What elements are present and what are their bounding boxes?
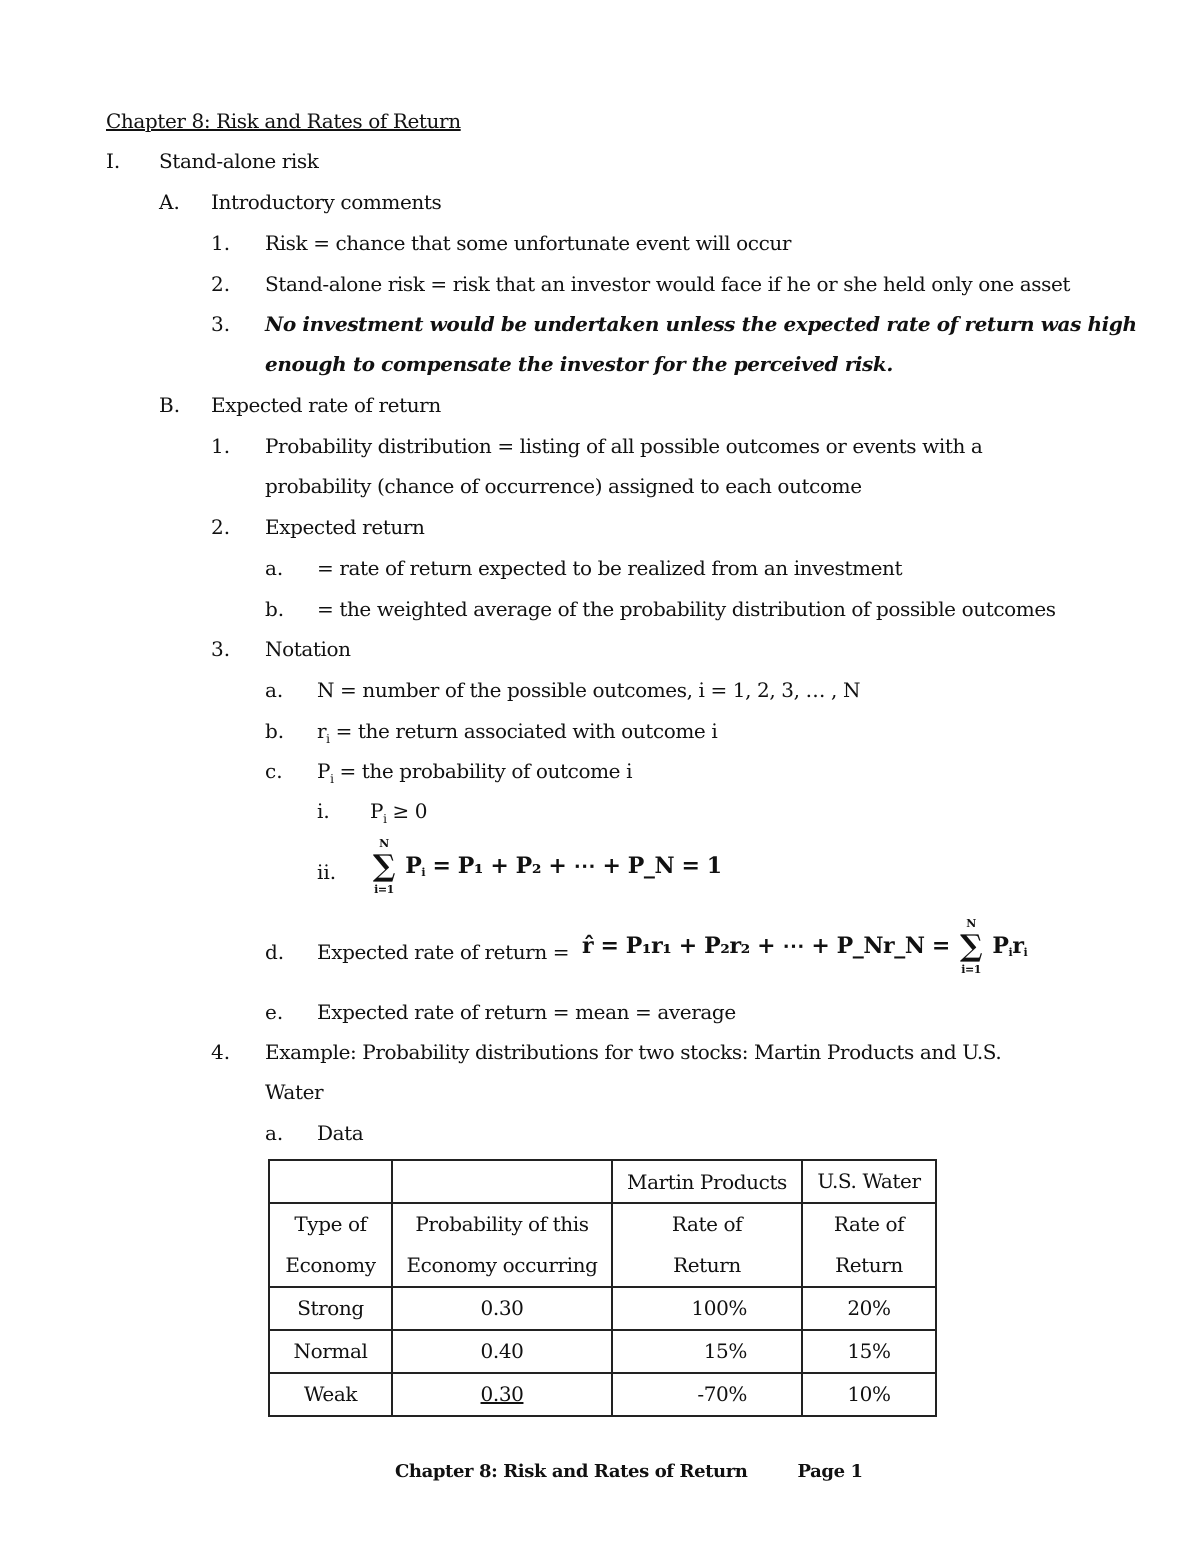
outline-marker: A. xyxy=(159,190,180,214)
symbol: P xyxy=(370,799,384,823)
outline-item: Notation xyxy=(265,637,351,661)
emphasis-text: No investment would be undertaken unless the expected rate of return was high xyxy=(265,312,1137,336)
table-row xyxy=(269,1330,936,1373)
table-cell: 100% xyxy=(612,1287,802,1330)
outline-item: probability (chance of occurrence) assigned to each outcome xyxy=(265,474,862,498)
table-header-row xyxy=(269,1160,936,1203)
outline-marker: 3. xyxy=(211,637,231,661)
outline-item: Probability distribution = listing of all possible outcomes or events with a xyxy=(265,434,983,458)
subscript: i xyxy=(330,772,334,786)
page-footer xyxy=(395,1460,863,1484)
outline-marker: a. xyxy=(265,556,284,580)
subscript: i xyxy=(326,732,330,746)
outline-item xyxy=(317,719,717,751)
table-cell: Rate of Return xyxy=(802,1203,936,1287)
subsection-heading: Introductory comments xyxy=(211,190,442,214)
outline-item: N = number of the possible outcomes, i = 1, 2, 3, … , N xyxy=(317,678,861,702)
outline-marker: e. xyxy=(265,1000,284,1024)
table-cell: 0.30 xyxy=(392,1287,612,1330)
table-cell: Type of Economy xyxy=(269,1203,392,1287)
outline-item xyxy=(317,759,632,791)
table-cell: 20% xyxy=(802,1287,936,1330)
subsection-heading: Expected rate of return xyxy=(211,393,441,417)
outline-marker: 1. xyxy=(211,434,231,458)
outline-marker: B. xyxy=(159,393,181,417)
page-title: Chapter 8: Risk and Rates of Return xyxy=(106,109,461,133)
outline-item: = rate of return expected to be realized from an investment xyxy=(317,556,903,580)
page-number: Page 1 xyxy=(797,1461,863,1482)
outline-marker: a. xyxy=(265,678,284,702)
probability-sum-formula: N ∑ i=1 $P_i = P_1 + P_2$ + ⋯ + P_N = 1 xyxy=(370,852,722,885)
outline-marker: a. xyxy=(265,1121,284,1145)
outline-item: Stand-alone risk = risk that an investor would face if he or she held only one asset xyxy=(265,272,1071,296)
definition: = the probability of outcome i xyxy=(333,759,633,783)
formula-rhs: = P₁ + P₂ + ⋯ + P_N = 1 xyxy=(432,853,722,879)
probability-distribution-table xyxy=(268,1159,937,1417)
table-cell: Martin Products xyxy=(612,1160,802,1203)
symbol: r xyxy=(317,719,327,743)
outline-item: Water xyxy=(265,1080,324,1104)
table-cell: 15% xyxy=(612,1330,802,1373)
definition: = the return associated with outcome i xyxy=(329,719,718,743)
table-cell: U.S. Water xyxy=(802,1160,936,1203)
table-cell: -70% xyxy=(612,1373,802,1416)
section-heading: Stand-alone risk xyxy=(159,149,319,173)
table-cell: Weak xyxy=(269,1373,392,1416)
outline-item: Expected rate of return = xyxy=(317,940,570,964)
outline-marker: I. xyxy=(106,149,121,173)
definition: ≥ 0 xyxy=(386,799,428,823)
outline-marker: b. xyxy=(265,597,285,621)
outline-marker: ii. xyxy=(317,860,337,884)
footer-title: Chapter 8: Risk and Rates of Return xyxy=(395,1461,748,1482)
outline-marker: c. xyxy=(265,759,283,783)
table-row xyxy=(269,1287,936,1330)
table-cell: 10% xyxy=(802,1373,936,1416)
table-cell xyxy=(392,1160,612,1203)
summation-symbol: N ∑ i=1 xyxy=(960,917,983,976)
outline-marker: 2. xyxy=(211,272,231,296)
outline-marker: i. xyxy=(317,799,330,823)
emphasis-text: enough to compensate the investor for the perceived risk. xyxy=(265,352,893,376)
table-cell: Normal xyxy=(269,1330,392,1373)
outline-marker: d. xyxy=(265,940,285,964)
table-header-row xyxy=(269,1203,936,1287)
outline-item: Expected rate of return = mean = average xyxy=(317,1000,736,1024)
table-cell: 15% xyxy=(802,1330,936,1373)
symbol: P xyxy=(317,759,331,783)
formula-lhs: r̂ = P₁r₁ + P₂r₂ + ⋯ + P_Nr_N = xyxy=(582,933,950,959)
table-cell: Probability of this Economy occurring xyxy=(392,1203,612,1287)
outline-marker: b. xyxy=(265,719,285,743)
table-cell xyxy=(269,1160,392,1203)
outline-item xyxy=(370,799,427,831)
table-cell: Strong xyxy=(269,1287,392,1330)
outline-marker: 2. xyxy=(211,515,231,539)
outline-item: Expected return xyxy=(265,515,425,539)
expected-return-formula: r̂ = P₁r₁ + P₂r₂ + ⋯ + P_Nr_N = N ∑ i=1 $P_ir_i$ xyxy=(582,917,1028,976)
outline-item: Example: Probability distributions for two stocks: Martin Products and U.S. xyxy=(265,1040,1002,1064)
table-cell: 0.30 xyxy=(392,1373,612,1416)
outline-marker: 4. xyxy=(211,1040,231,1064)
table-row xyxy=(269,1373,936,1416)
table-cell: Rate of Return xyxy=(612,1203,802,1287)
outline-marker: 1. xyxy=(211,231,231,255)
subscript: i xyxy=(383,812,387,826)
outline-item: = the weighted average of the probability distribution of possible outcomes xyxy=(317,597,1056,621)
outline-item: Data xyxy=(317,1121,364,1145)
summation-symbol: N ∑ i=1 xyxy=(372,837,396,896)
table-cell: 0.40 xyxy=(392,1330,612,1373)
outline-marker: 3. xyxy=(211,312,231,336)
outline-item: Risk = chance that some unfortunate event will occur xyxy=(265,231,792,255)
